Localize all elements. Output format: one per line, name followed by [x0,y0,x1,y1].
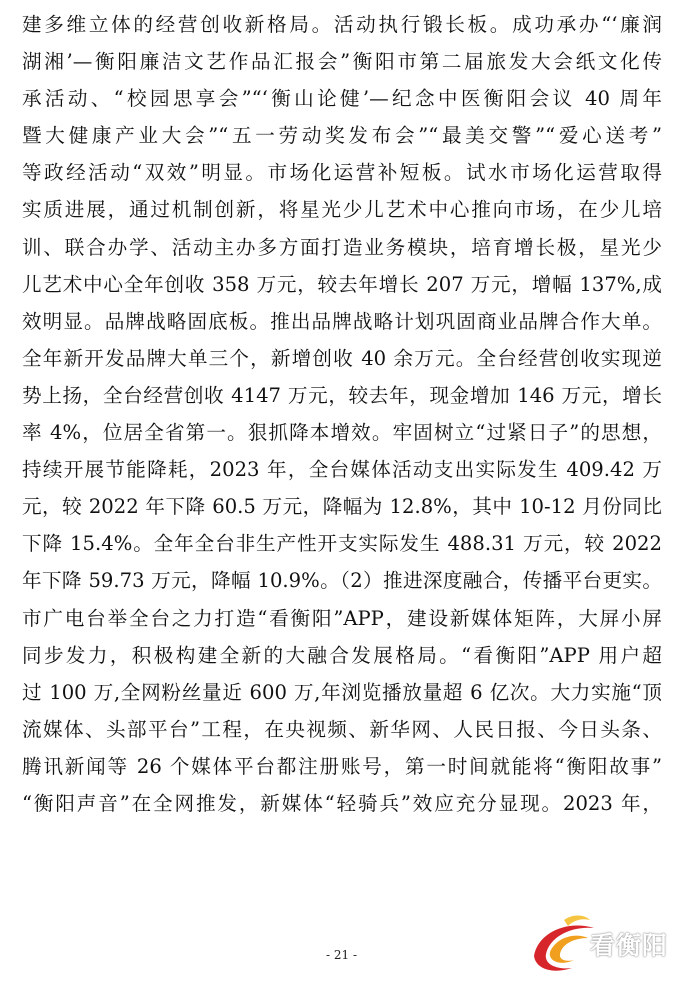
text-line: 效明显。品牌战略固底板。推出品牌战略计划巩固商业品牌合作大单。 [22,309,662,333]
watermark-text: 看衡阳 [590,931,669,960]
text-line: 流媒体、头部平台”工程，在央视频、新华网、人民日报、今日头条、 [22,717,662,741]
text-line: 持续开展节能降耗，2023 年，全台媒体活动支出实际发生 409.42 万 [22,458,662,482]
text-line: 训、联合办学、活动主办多方面打造业务模块，培育增长极，星光少 [22,235,662,259]
text-line: 儿艺术中心全年创收 358 万元，较去年增长 207 万元，增幅 137%,成 [22,272,662,296]
text-line: 全年新开发品牌大单三个，新增创收 40 余万元。全台经营创收实现逆 [22,346,662,370]
text-line: 市广电台举全台之力打造“看衡阳”APP，建设新媒体矩阵，大屏小屏 [22,606,662,630]
text-line: 势上扬，全台经营创收 4147 万元，较去年，现金增加 146 万元，增长 [22,383,662,407]
text-line: 腾讯新闻等 26 个媒体平台都注册账号，第一时间就能将“衡阳故事” [22,754,662,778]
page-number: - 21 - [325,948,357,962]
text-line: “衡阳声音”在全网推发，新媒体“轻骑兵”效应充分显现。2023 年， [22,791,662,815]
text-line: 下降 15.4%。全年全台非生产性开支实际发生 488.31 万元，较 2022 [22,532,662,556]
text-line: 承活动、“校园思享会”“‘衡山论健’—纪念中医衡阳会议 40 周年 [22,87,662,111]
text-line: 建多维立体的经营创收新格局。活动执行锻长板。成功承办“‘廉润 [22,13,662,36]
text-line: 年下降 59.73 万元，降幅 10.9%。（2）推进深度融合，传播平台更实。 [22,569,662,593]
text-line: 元，较 2022 年下降 60.5 万元，降幅为 12.8%，其中 10-12 月份同比 [22,495,662,519]
text-line: 同步发力，积极构建全新的大融合发展格局。“看衡阳”APP 用户超 [22,643,662,667]
text-line: 实质进展，通过机制创新，将星光少儿艺术中心推向市场，在少儿培 [22,198,662,222]
body-text [22,6,662,822]
text-line: 等政经活动“双效”明显。市场化运营补短板。试水市场化运营取得 [22,161,662,185]
text-line: 率 4%，位居全省第一。狠抓降本增效。牢固树立“过紧日子”的思想， [22,421,662,445]
text-line: 过 100 万,全网粉丝量近 600 万,年浏览播放量超 6 亿次。大力实施“顶 [22,680,662,704]
watermark-logo [528,912,678,976]
text-line: 湖湘’—衡阳廉洁文艺作品汇报会”衡阳市第二届旅发大会纸文化传 [22,50,662,74]
text-line: 暨大健康产业大会”“五一劳动奖发布会”“最美交警”“爱心送考” [22,124,662,148]
